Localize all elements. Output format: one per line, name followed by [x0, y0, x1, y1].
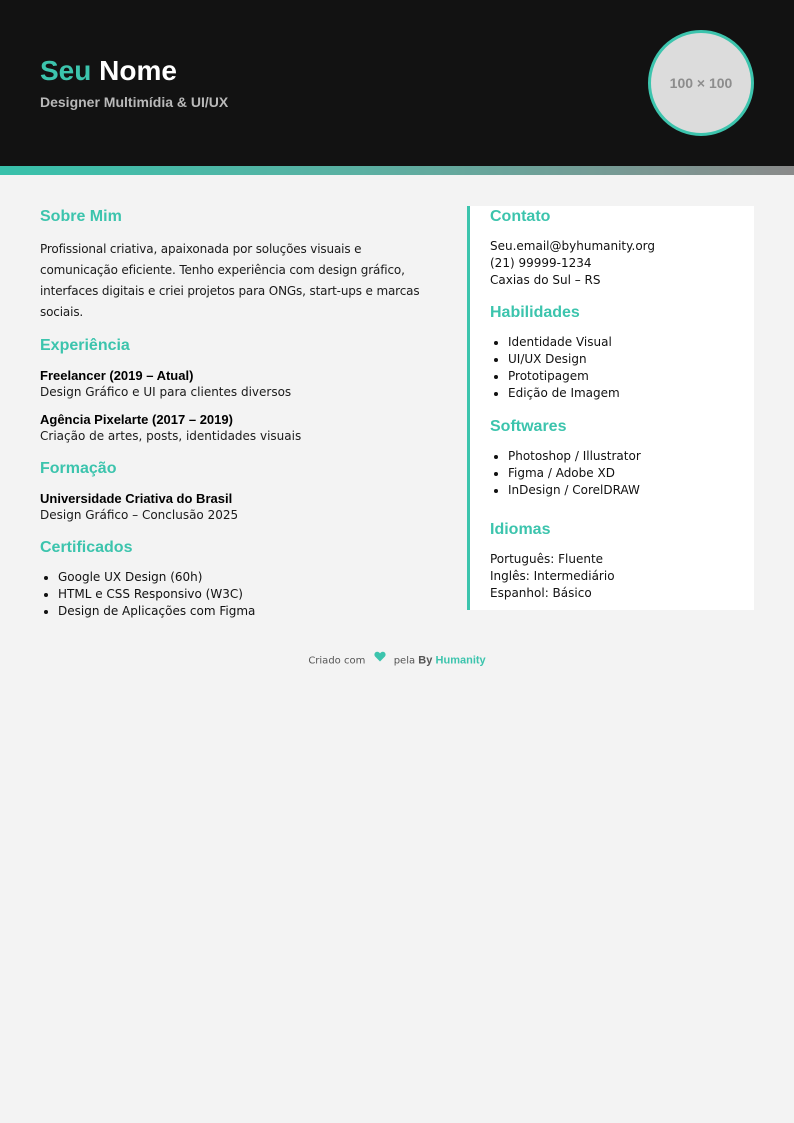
- contact-title: Contato: [490, 208, 551, 225]
- footer-middle: pela: [393, 655, 416, 667]
- software-title: Softwares: [490, 418, 567, 435]
- profile-photo-placeholder: [648, 30, 754, 136]
- experience-item-desc: Criação de artes, posts, identidades visuais: [40, 429, 302, 443]
- experience-item: [40, 411, 440, 445]
- footer: [0, 651, 794, 670]
- experience-item: [40, 367, 440, 401]
- contact-location: Caxias do Sul – RS: [490, 273, 601, 287]
- contact-email[interactable]: Seu.email@byhumanity.org: [490, 239, 656, 253]
- main-column: [40, 206, 440, 620]
- experience-item-desc: Design Gráfico e UI para clientes diversos: [40, 385, 292, 399]
- certificate-item: • Design de Aplicações com Figma: [58, 603, 440, 620]
- language-item: Português: Fluente: [490, 552, 604, 566]
- header: [0, 0, 794, 166]
- first-name: Seu: [40, 55, 92, 86]
- skill-item: • Edição de Imagem: [508, 385, 750, 402]
- about-title: Sobre Mim: [40, 208, 122, 225]
- about-section: [40, 206, 440, 323]
- photo-placeholder-label: 100 × 100: [669, 75, 733, 91]
- skills-section: [490, 302, 750, 402]
- contact-phone: (21) 99999-1234: [490, 256, 592, 270]
- experience-item-title: Freelancer (2019 – Atual): [40, 368, 194, 383]
- language-item: Inglês: Intermediário: [490, 569, 615, 583]
- certificate-item: • HTML e CSS Responsivo (W3C): [58, 586, 440, 603]
- skill-item: • UI/UX Design: [508, 351, 750, 368]
- accent-bar: [0, 166, 794, 175]
- footer-brand-by: By: [418, 654, 433, 667]
- skills-title: Habilidades: [490, 304, 580, 321]
- last-name: Nome: [99, 55, 177, 86]
- skills-list: [490, 334, 750, 402]
- software-section: [490, 416, 750, 499]
- education-item: [40, 490, 440, 524]
- languages-section: [490, 519, 750, 602]
- experience-title: Experiência: [40, 337, 130, 354]
- software-item: • Figma / Adobe XD: [508, 465, 750, 482]
- education-title: Formação: [40, 460, 117, 477]
- footer-brand-link[interactable]: Humanity: [435, 654, 486, 667]
- software-item: • InDesign / CorelDRAW: [508, 482, 750, 499]
- education-item-title: Universidade Criativa do Brasil: [40, 491, 233, 506]
- sidebar: [467, 206, 754, 610]
- software-item: • Photoshop / Illustrator: [508, 448, 750, 465]
- certificate-item: • Google UX Design (60h): [58, 569, 440, 586]
- full-name: [40, 54, 177, 88]
- skill-item: • Prototipagem: [508, 368, 750, 385]
- footer-prefix: Criado com: [308, 655, 366, 667]
- education-section: [40, 458, 440, 524]
- education-item-desc: Design Gráfico – Conclusão 2025: [40, 508, 239, 522]
- sidebar-inner: [490, 206, 750, 602]
- software-list: [490, 448, 750, 499]
- certificates-title: Certificados: [40, 539, 133, 556]
- role-title: Designer Multimídia & UI/UX: [40, 94, 229, 110]
- experience-section: [40, 335, 440, 445]
- contact-section: [490, 206, 750, 289]
- language-item: Espanhol: Básico: [490, 586, 592, 600]
- languages-title: Idiomas: [490, 521, 551, 538]
- certificates-list: [40, 569, 440, 620]
- heart-icon: [374, 651, 386, 668]
- skill-item: • Identidade Visual: [508, 334, 750, 351]
- about-text: Profissional criativa, apaixonada por soluções visuais e comunicação eficiente. Tenho experiência com design gráfico, interfaces digitais e criei projetos para ONGs, start-ups e marcas sociais.: [40, 242, 420, 319]
- experience-item-title: Agência Pixelarte (2017 – 2019): [40, 412, 233, 427]
- certificates-section: [40, 537, 440, 620]
